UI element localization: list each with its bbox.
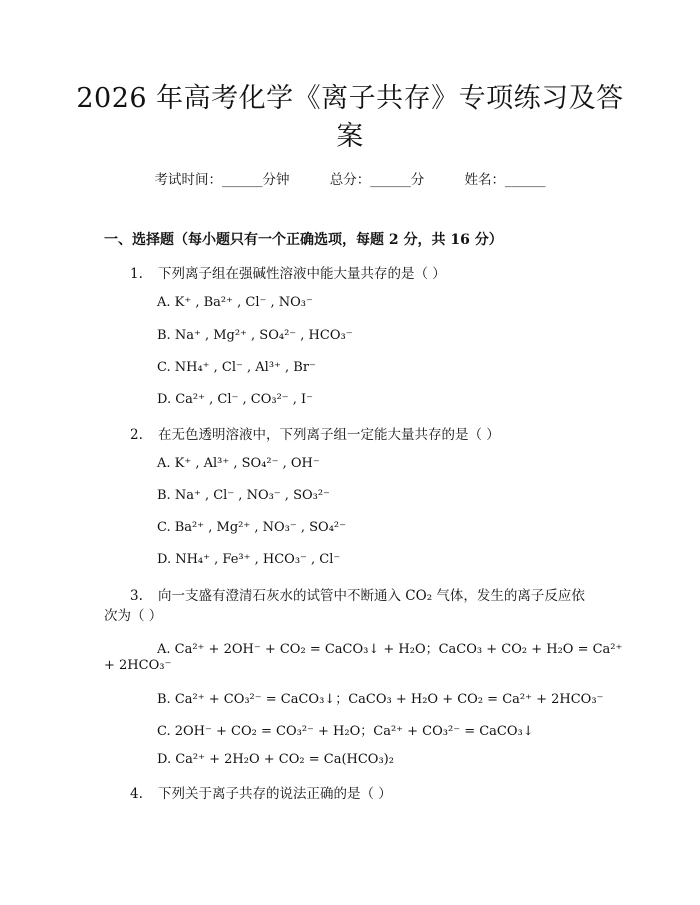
question-1 [130, 262, 446, 282]
question-number: 4. [130, 786, 143, 802]
question-text: 下列离子组在强碱性溶液中能大量共存的是（ ） [158, 266, 446, 282]
q1-option-c: C. NH₄⁺ , Cl⁻ , Al³⁺ , Br⁻ [157, 360, 316, 375]
q3-option-c: C. 2OH⁻ + CO₂ = CO₃²⁻ + H₂O；Ca²⁺ + CO₃²⁻ = CaCO₃↓ [157, 724, 534, 739]
total-score-field: 总分：______分 [329, 172, 425, 188]
q2-option-d: D. NH₄⁺ , Fe³⁺ , HCO₃⁻ , Cl⁻ [157, 552, 341, 567]
q1-option-b: B. Na⁺ , Mg²⁺ , SO₄²⁻ , HCO₃⁻ [157, 328, 353, 343]
exam-meta [0, 168, 700, 188]
q1-option-a: A. K⁺ , Ba²⁺ , Cl⁻ , NO₃⁻ [157, 295, 313, 310]
section-heading: 一、选择题（每小题只有一个正确选项，每题 2 分，共 16 分） [104, 232, 503, 248]
title-line-1: 2026 年高考化学《离子共存》专项练习及答 [76, 83, 624, 114]
question-number: 2. [130, 427, 143, 443]
q3-option-a-line-2: + 2HCO₃⁻ [104, 658, 172, 673]
question-4 [130, 782, 392, 802]
question-3-text-line-2: 次为（ ） [104, 608, 163, 624]
q2-option-a: A. K⁺ , Al³⁺ , SO₄²⁻ , OH⁻ [157, 456, 320, 471]
q3-option-b: B. Ca²⁺ + CO₃²⁻ = CaCO₃↓；CaCO₃ + H₂O + CO₂ = Ca²⁺ + 2HCO₃⁻ [157, 692, 604, 707]
question-3 [130, 584, 585, 604]
question-number: 1. [130, 266, 143, 282]
question-number: 3. [130, 588, 143, 604]
student-name-field: 姓名：______ [464, 172, 546, 188]
q2-option-c: C. Ba²⁺ , Mg²⁺ , NO₃⁻ , SO₄²⁻ [157, 520, 346, 535]
document-title [60, 80, 640, 156]
question-2 [130, 423, 500, 443]
title-line-2: 案 [336, 121, 364, 152]
question-text: 在无色透明溶液中，下列离子组一定能大量共存的是（ ） [158, 427, 500, 443]
question-text-line-1: 向一支盛有澄清石灰水的试管中不断通入 CO₂ 气体，发生的离子反应依 [158, 588, 585, 604]
q2-option-b: B. Na⁺ , Cl⁻ , NO₃⁻ , SO₃²⁻ [157, 488, 330, 503]
q3-option-d: D. Ca²⁺ + 2H₂O + CO₂ = Ca(HCO₃)₂ [157, 752, 394, 767]
q1-option-d: D. Ca²⁺ , Cl⁻ , CO₃²⁻ , I⁻ [157, 392, 314, 407]
exam-time-field: 考试时间：______分钟 [154, 172, 290, 188]
question-text: 下列关于离子共存的说法正确的是（ ） [158, 786, 392, 802]
q3-option-a-line-1: A. Ca²⁺ + 2OH⁻ + CO₂ = CaCO₃↓ + H₂O；CaCO₃ + CO₂ + H₂O = Ca²⁺ [157, 642, 623, 657]
